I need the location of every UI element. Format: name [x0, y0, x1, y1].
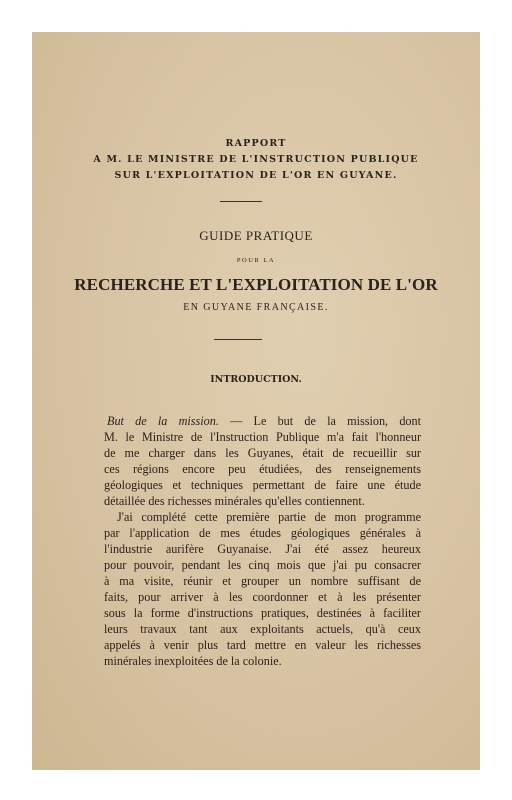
paragraph-line: par l'application de mes études géologiques générales à: [104, 526, 421, 540]
paragraph-line: J'ai complété cette première partie de mon programme: [117, 510, 421, 524]
paragraph-line: appelés à venir plus tard mettre en valeur les richesses: [104, 638, 421, 652]
paragraph-line: de me charger dans les Guyanes, était de recueillir sur: [104, 446, 421, 460]
paragraph-line: leurs travaux tant aux exploitants actuels, qu'à ceux: [104, 622, 421, 636]
paragraph-line: ces régions encore peu étudiées, des renseignements: [104, 462, 421, 476]
paragraph-line: M. le Ministre de l'Instruction Publique m'a fait l'honneur: [104, 430, 421, 444]
paragraph-line: minérales inexploitées de la colonie.: [104, 654, 282, 668]
paragraph-line: [104, 413, 421, 429]
report-recipient: A M. LE MINISTRE DE L'INSTRUCTION PUBLIQUE: [93, 154, 419, 165]
paragraph-line: géologiques et techniques permettant de faire une étude: [104, 478, 421, 492]
divider-rule: [220, 201, 262, 202]
paragraph-line: détaillée des richesses minérales qu'elles contiennent.: [104, 494, 365, 508]
guide-title: GUIDE PRATIQUE: [199, 228, 313, 243]
paragraph-line: à ma visite, réunir et grouper un nombre suffisant de: [104, 574, 421, 588]
pour-la-text: POUR LA: [236, 257, 276, 264]
divider-rule: [214, 339, 262, 340]
report-subject: SUR L'EXPLOITATION DE L'OR EN GUYANE.: [114, 170, 398, 181]
line-text: — Le but de la mission, dont: [218, 414, 421, 428]
paragraph-line: sous la forme d'instructions pratiques, destinées à faciliter: [104, 606, 421, 620]
sub-title: EN GUYANE FRANÇAISE.: [183, 302, 329, 313]
paragraph-line: faits, pour arriver à les coordonner et à les présenter: [104, 590, 421, 604]
paragraph-line: l'industrie aurifère Guyanaise. J'ai été assez heureux: [104, 542, 421, 556]
paragraph-line: pour pouvoir, pendant les cinq mois que j'ai pu consacrer: [104, 558, 421, 572]
italic-lead: But de la mission.: [107, 414, 219, 428]
main-title: RECHERCHE ET L'EXPLOITATION DE L'OR: [74, 275, 438, 294]
section-heading: INTRODUCTION.: [210, 374, 302, 385]
document-page: [32, 32, 480, 770]
report-label: RAPPORT: [225, 138, 287, 149]
